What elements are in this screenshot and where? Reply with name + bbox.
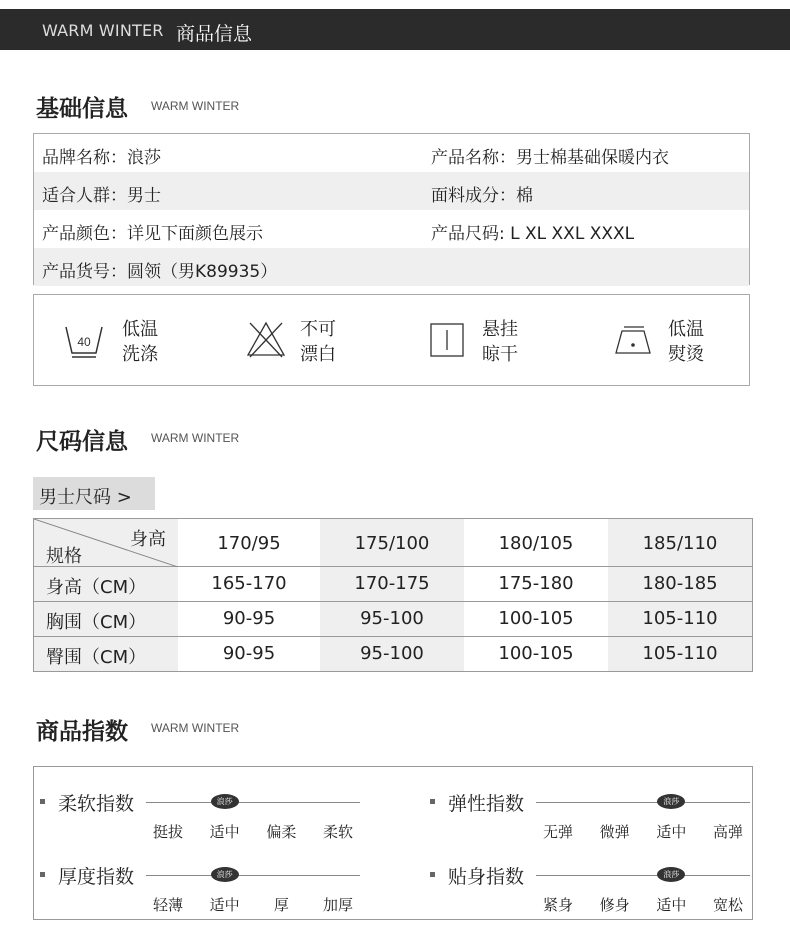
index-knob: 浪莎 (657, 794, 685, 809)
size-sub: WARM WINTER (151, 431, 240, 445)
index-level: 柔软 (322, 823, 353, 841)
size-cell: 180-185 (642, 573, 718, 594)
info-cell: 产品颜色：详见下面颜色展示 (42, 224, 263, 244)
size-row-label: 胸围（CM） (46, 612, 147, 633)
info-row (34, 210, 749, 248)
care-label: 不可 (300, 319, 336, 340)
size-cell: 105-110 (642, 643, 718, 664)
index-level: 紧身 (542, 896, 573, 914)
size-cell: 165-170 (211, 573, 287, 594)
info-row (34, 172, 749, 210)
size-header-row (34, 519, 752, 567)
index-name: 贴身指数 (448, 866, 525, 888)
index-level: 偏柔 (266, 823, 297, 841)
header-bar (0, 9, 790, 50)
index-title: 商品指数 (36, 719, 128, 745)
care-label: 漂白 (300, 344, 336, 365)
care-label: 低温 (668, 319, 704, 340)
index-name: 厚度指数 (58, 866, 135, 888)
care-wash (64, 315, 174, 365)
index-sub: WARM WINTER (151, 721, 240, 735)
index-level: 挺拔 (152, 823, 183, 841)
care-iron (614, 315, 724, 365)
index-name: 柔软指数 (58, 793, 135, 815)
info-cell: 品牌名称：浪莎 (42, 148, 161, 168)
tab-men-size[interactable]: 男士尺码 > (33, 477, 155, 510)
index-elasticity (430, 789, 750, 839)
info-row (34, 248, 749, 286)
index-level: 适中 (656, 896, 687, 914)
size-cell: 100-105 (498, 643, 574, 664)
index-level: 无弹 (542, 823, 573, 841)
index-level: 宽松 (712, 896, 743, 914)
index-knob: 浪莎 (211, 794, 239, 809)
size-row (34, 567, 752, 602)
basic-info-table (33, 133, 750, 285)
index-track (146, 875, 360, 876)
index-track (536, 802, 750, 803)
size-cell: 95-100 (360, 608, 424, 629)
index-knob: 浪莎 (211, 867, 239, 882)
care-label: 洗涤 (122, 344, 158, 365)
header-cn: 商品信息 (176, 23, 253, 45)
care-instructions (33, 294, 750, 386)
size-col-header: 180/105 (498, 533, 574, 554)
basic-sub: WARM WINTER (151, 99, 240, 113)
index-level: 微弹 (599, 823, 630, 841)
index-level: 适中 (656, 823, 687, 841)
wash-temp: 40 (77, 335, 91, 349)
corner-top-label: 身高 (130, 529, 166, 550)
corner-bottom-label: 规格 (46, 546, 82, 567)
iron-low-icon (614, 323, 654, 357)
index-level: 适中 (209, 896, 240, 914)
size-col-header: 185/110 (642, 533, 718, 554)
bullet-icon (40, 799, 45, 804)
care-bleach (246, 315, 356, 365)
size-row-label: 身高（CM） (46, 577, 147, 598)
no-bleach-icon (246, 319, 286, 359)
bullet-icon (430, 799, 435, 804)
size-cell: 95-100 (360, 643, 424, 664)
bullet-icon (40, 872, 45, 877)
info-cell: 面料成分：棉 (431, 186, 533, 206)
index-track (146, 802, 360, 803)
info-cell: 适合人群：男士 (42, 186, 161, 206)
bullet-icon (430, 872, 435, 877)
size-cell: 170-175 (354, 573, 430, 594)
care-label: 悬挂 (482, 319, 518, 340)
wash-40-icon (64, 323, 104, 359)
index-level: 轻薄 (152, 896, 183, 914)
hang-dry-icon (430, 323, 464, 357)
size-cell: 100-105 (498, 608, 574, 629)
size-col-header: 175/100 (354, 533, 430, 554)
index-thickness (40, 862, 370, 912)
size-row (34, 602, 752, 637)
index-level: 高弹 (712, 823, 743, 841)
size-table (33, 518, 753, 672)
info-cell: 产品尺码: L XL XXL XXXL (431, 224, 635, 244)
index-track (536, 875, 750, 876)
index-softness (40, 789, 370, 839)
size-cell: 90-95 (222, 608, 276, 629)
care-label: 熨烫 (668, 344, 704, 365)
info-row (34, 134, 749, 172)
size-row-label: 臀围（CM） (46, 647, 147, 668)
index-fit (430, 862, 750, 912)
size-cell: 90-95 (222, 643, 276, 664)
size-col-header: 170/95 (217, 533, 281, 554)
basic-title: 基础信息 (36, 96, 128, 122)
info-cell: 产品名称：男士棉基础保暖内衣 (431, 148, 669, 168)
info-cell: 产品货号：圆领（男K89935） (42, 262, 278, 282)
index-name: 弹性指数 (448, 793, 525, 815)
index-level: 适中 (209, 823, 240, 841)
index-level: 加厚 (322, 896, 353, 914)
index-level: 厚 (273, 896, 289, 914)
size-cell: 175-180 (498, 573, 574, 594)
index-box (33, 766, 753, 920)
care-hang (430, 315, 540, 365)
header-en: WARM WINTER (42, 21, 164, 40)
size-row (34, 637, 752, 671)
index-knob: 浪莎 (657, 867, 685, 882)
size-cell: 105-110 (642, 608, 718, 629)
index-level: 修身 (599, 896, 630, 914)
size-title: 尺码信息 (36, 429, 128, 455)
care-label: 晾干 (482, 344, 518, 365)
care-label: 低温 (122, 319, 158, 340)
